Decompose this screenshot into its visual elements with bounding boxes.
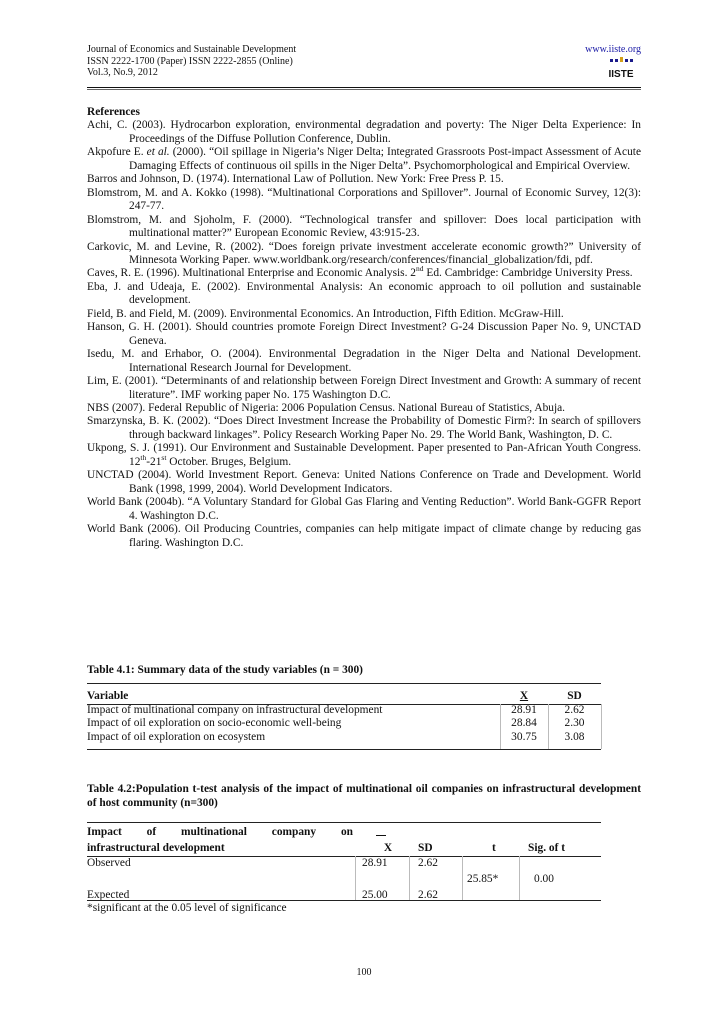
reference-item: Blomstrom, M. and A. Kokko (1998). “Multinational Corporations and Spillover”. Journal of Economic Survey, 12(3): 247-77. xyxy=(87,186,641,213)
journal-issn: ISSN 2222-1700 (Paper) ISSN 2222-2855 (Online) xyxy=(87,55,293,67)
table-2-header-line2: infrastructural development xyxy=(87,842,225,854)
reference-item: World Bank (2006). Oil Producing Countries, companies can help mitigate impact of climate change by reducing gas flaring. Washington D.C. xyxy=(87,523,641,549)
header-mean-label: X xyxy=(383,842,393,854)
header-sig: Sig. of t xyxy=(528,842,566,854)
journal-volume: Vol.3, No.9, 2012 xyxy=(87,67,158,78)
table-row xyxy=(87,704,601,718)
header-mean: X xyxy=(519,690,529,702)
row-sd: 2.30 xyxy=(564,717,585,729)
reference-item: UNCTAD (2004). World Investment Report. Geneva: United Nations Conference on Trade and Development. World Bank (1998, 1999, 2004). World Development Indicators. xyxy=(87,469,641,495)
reference-item: Achi, C. (2003). Hydrocarbon exploration, environmental degradation and poverty: The Niger Delta Experience: In Proceedings of the Diffuse Pollution Conference, Dublin. xyxy=(87,119,641,145)
table-2-top-rule xyxy=(87,822,601,823)
reference-item: Lim, E. (2001). “Determinants of and relationship between Foreign Direct Investment and Growth: A summary of recent literature”. IMF working paper No. 175 Washington D.C. xyxy=(87,375,641,401)
header-mean xyxy=(370,842,406,856)
reference-item: Isedu, M. and Erhabor, O. (2004). Environmental Degradation in the Niger Delta and National Development. International Research Journal for Development. xyxy=(87,348,641,374)
header-sd: SD xyxy=(567,690,582,702)
header-sd: SD xyxy=(418,842,433,854)
t-value: 25.85* xyxy=(467,873,499,885)
expected-label: Expected xyxy=(87,889,130,901)
reference-item: Hanson, G. H. (2001). Should countries promote Foreign Direct Investment? G-24 Discussion Paper No. 9, UNCTAD Geneva. xyxy=(87,321,641,347)
table-1-title: Table 4.1: Summary data of the study variables (n = 300) xyxy=(87,664,363,676)
table-1-header-rule xyxy=(87,704,601,705)
observed-sd: 2.62 xyxy=(418,857,438,869)
table-2-footnote: *significant at the 0.05 level of significance xyxy=(87,902,287,914)
header-variable: Variable xyxy=(87,690,129,702)
row-sd: 3.08 xyxy=(564,730,585,743)
row-variable: Impact of multinational company on infrastructural development xyxy=(87,703,383,716)
observed-label: Observed xyxy=(87,857,131,869)
overbar-mark xyxy=(376,835,386,836)
svg-text:IISTE: IISTE xyxy=(608,69,634,80)
table-1-header-row xyxy=(87,690,601,704)
table-row xyxy=(87,717,601,731)
references-section xyxy=(87,106,641,550)
table-1-divider xyxy=(500,704,501,749)
table-2-divider xyxy=(409,856,410,900)
journal-name: Journal of Economics and Sustainable Development xyxy=(87,44,297,55)
reference-item: World Bank (2004b). “A Voluntary Standard for Global Gas Flaring and Venting Reduction”. World Bank-GGFR Report 4. Washington D.C. xyxy=(87,496,641,522)
reference-item: Caves, R. E. (1996). Multinational Enterprise and Economic Analysis. 2nd Ed. Cambridge: Cambridge University Press. xyxy=(87,264,633,280)
table-1-bottom-rule xyxy=(87,749,601,750)
journal-url[interactable]: www.iiste.org xyxy=(585,44,641,55)
journal-header xyxy=(87,44,296,79)
reference-item: Carkovic, M. and Levine, R. (2002). “Does foreign private investment accelerate economic growth?” University of Minnesota Working Paper. www.worldbank.org/research/conferences/financial_globalization/fdi, pdf. xyxy=(87,240,641,266)
row-mean: 28.91 xyxy=(511,703,537,716)
table-2-divider xyxy=(355,856,356,900)
table-2-header-line1: Impact of multinational company on xyxy=(87,826,353,838)
reference-item: Field, B. and Field, M. (2009). Environmental Economics. An Introduction, Fifth Edition. McGraw-Hill. xyxy=(87,307,564,320)
expected-sd: 2.62 xyxy=(418,889,438,901)
table-1-divider xyxy=(601,704,602,749)
reference-item: Blomstrom, M. and Sjoholm, F. (2000). “Technological transfer and spillover: Does local participation with multinational matter?” European Economic Review, 43:915-23. xyxy=(87,213,641,240)
table-1-divider xyxy=(548,704,549,749)
sig-value: 0.00 xyxy=(534,873,554,885)
table-1 xyxy=(87,690,601,744)
expected-mean: 25.00 xyxy=(362,889,388,901)
row-variable: Impact of oil exploration on socio-economic well-being xyxy=(87,717,342,729)
table-row xyxy=(87,731,601,745)
reference-item: Ukpong, S. J. (1991). Our Environment and Sustainable Development. Paper presented to Pan-African Youth Congress. 12th-21st October. Bruges, Belgium. xyxy=(87,442,641,468)
reference-item: Barros and Johnson, D. (1974). International Law of Pollution. New York: Free Press P. 15. xyxy=(87,173,504,186)
iiste-logo xyxy=(606,57,636,83)
table-2-title: Table 4.2:Population t-test analysis of the impact of multinational oil companies on infrastructural development of host community (n=300) xyxy=(87,783,641,809)
reference-item: NBS (2007). Federal Republic of Nigeria: 2006 Population Census. National Bureau of Statistics, Abuja. xyxy=(87,401,566,414)
header-t: t xyxy=(492,842,496,854)
table-2-divider xyxy=(462,856,463,900)
row-sd: 2.62 xyxy=(564,703,585,716)
row-mean: 30.75 xyxy=(511,730,537,743)
table-1-top-rule xyxy=(87,683,601,684)
reference-item: Eba, J. and Udeaja, E. (2002). Environmental Analysis: An economic approach to oil pollution and sustainable development. xyxy=(87,280,641,307)
observed-mean: 28.91 xyxy=(362,857,388,869)
row-variable: Impact of oil exploration on ecosystem xyxy=(87,730,266,743)
table-2-divider xyxy=(519,856,520,900)
header-rule xyxy=(87,87,641,88)
row-mean: 28.84 xyxy=(511,717,537,729)
page-number: 100 xyxy=(356,967,372,978)
reference-item: Akpofure E. et al. (2000). “Oil spillage in Nigeria’s Niger Delta; Integrated Grassroots Post-impact Assessment of Acute Damaging Effects of continuous oil spills in the Niger Delta”. Psychomorphological and Empirical Overview. xyxy=(87,146,641,172)
header-rule-thin xyxy=(87,89,641,90)
references-heading: References xyxy=(87,106,140,118)
table-2-header-rule xyxy=(87,856,601,857)
table-2-bottom-rule xyxy=(87,900,601,901)
reference-item: Smarzynska, B. K. (2002). “Does Direct Investment Increase the Probability of Domestic Firm?: In search of spillovers through backward linkages”. Policy Research Working Paper No. 29. The World Bank, Washington, D. C. xyxy=(87,415,641,441)
